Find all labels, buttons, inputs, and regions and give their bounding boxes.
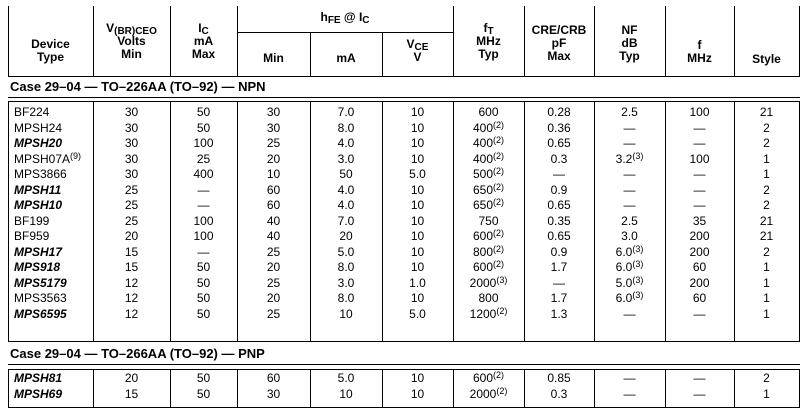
- ma-cell: 20: [339, 229, 353, 243]
- cre-cell: 0.85: [547, 371, 571, 385]
- device-type-cell: BF224: [14, 105, 50, 119]
- device-type-cell: MPS3866: [14, 167, 67, 181]
- grid-line: [8, 341, 800, 342]
- cre-cell: 0.3: [550, 387, 568, 401]
- header-f: f MHz: [687, 38, 712, 65]
- vbr-cell: 30: [124, 151, 139, 166]
- header-vce: $V_{CE}$ V: [406, 37, 429, 64]
- f-cell: 60: [692, 291, 707, 305]
- cre-cell: 1.7: [550, 260, 568, 274]
- ic-cell: —: [197, 182, 210, 197]
- ma-cell: 50: [339, 167, 353, 181]
- hfe_min-cell: 40: [266, 213, 281, 228]
- ft-cell: 750: [478, 213, 499, 228]
- cre-cell: 0.65: [547, 136, 571, 150]
- f-cell: 60: [692, 260, 707, 274]
- vce-cell: 10: [410, 105, 425, 119]
- f-cell: —: [693, 306, 706, 321]
- vbr-cell: 12: [124, 306, 139, 321]
- vce-cell: 5.0: [409, 306, 426, 321]
- nf-cell: 6.0$^{(3)}$: [615, 259, 644, 274]
- f-cell: 35: [692, 213, 707, 228]
- nf-cell: —: [623, 182, 636, 197]
- hfe_min-cell: 10: [266, 167, 281, 181]
- style-cell: 1: [763, 275, 770, 290]
- device-type-cell: MPSH81: [14, 371, 63, 385]
- ma-cell: 10: [339, 306, 353, 321]
- device-type-cell: MPSH24: [14, 120, 63, 135]
- cre-cell: 0.36: [547, 120, 571, 135]
- ma-cell: 3.0: [337, 275, 355, 290]
- ma-cell: 8.0: [337, 291, 355, 305]
- ic-cell: 100: [193, 213, 214, 228]
- vce-cell: 10: [410, 136, 425, 150]
- device-type-cell: MPS6595: [14, 306, 67, 321]
- vbr-cell: 20: [124, 229, 139, 243]
- device-type-cell: BF959: [14, 229, 50, 243]
- ft-cell: 600$^{(2)}$: [472, 259, 505, 274]
- device-type-cell: MPSH11: [14, 182, 62, 197]
- hfe_min-cell: 40: [266, 229, 281, 243]
- style-cell: 2: [763, 371, 770, 385]
- style-cell: 1: [763, 387, 770, 401]
- vbr-cell: 15: [124, 260, 139, 274]
- header-hfe-at-ic: $h_{FE}$ @ $I_C$: [320, 10, 370, 26]
- ic-cell: 50: [196, 387, 211, 401]
- hfe_min-cell: 20: [266, 260, 281, 274]
- style-cell: 1: [763, 167, 770, 181]
- cre-cell: 0.28: [547, 105, 571, 119]
- ma-cell: 7.0: [337, 213, 355, 228]
- device-type-cell: BF199: [14, 213, 50, 228]
- table-row: [0, 213, 800, 229]
- header-hfe-ma: mA: [336, 51, 356, 65]
- ft-cell: 400$^{(2)}$: [472, 135, 505, 150]
- hfe_min-cell: 25: [266, 244, 281, 259]
- ic-cell: 100: [193, 136, 214, 150]
- ma-cell: 8.0: [337, 260, 355, 274]
- hfe_min-cell: 25: [266, 306, 281, 321]
- table-row: [0, 306, 800, 322]
- ma-cell: 8.0: [337, 120, 355, 135]
- vbr-cell: 30: [124, 136, 139, 150]
- section-title-pnp: Case 29–04 — TO–266AA (TO–92) — PNP: [10, 346, 265, 361]
- grid-line: [8, 407, 800, 408]
- f-cell: —: [693, 198, 706, 212]
- header-cre-crb: CRE/CRB pF Max: [531, 23, 587, 63]
- nf-cell: 6.0$^{(3)}$: [615, 290, 644, 305]
- hfe_min-cell: 30: [266, 105, 281, 119]
- nf-cell: —: [623, 120, 636, 135]
- ic-cell: 50: [196, 291, 211, 305]
- cre-cell: —: [553, 167, 565, 181]
- table-row: [0, 151, 800, 167]
- ma-cell: 4.0: [337, 182, 355, 197]
- f-cell: 200: [689, 275, 710, 290]
- ic-cell: —: [197, 198, 210, 212]
- cre-cell: 0.35: [547, 213, 571, 228]
- nf-cell: 2.5: [621, 213, 638, 228]
- style-cell: 2: [763, 120, 770, 135]
- ma-cell: 4.0: [337, 198, 355, 212]
- ft-cell: 400$^{(2)}$: [472, 119, 505, 135]
- device-type-cell: MPSH20: [14, 136, 63, 150]
- vbr-cell: 30: [124, 105, 139, 119]
- ft-cell: 1200$^{(2)}$: [469, 305, 508, 321]
- vbr-cell: 15: [124, 387, 139, 401]
- f-cell: 200: [689, 229, 710, 243]
- table-row: [0, 228, 800, 244]
- header-style: Style: [752, 52, 781, 66]
- f-cell: —: [693, 387, 706, 401]
- ft-cell: 800: [478, 291, 499, 305]
- vce-cell: 10: [410, 260, 425, 274]
- style-cell: 1: [763, 260, 770, 274]
- table-row: [0, 197, 800, 213]
- nf-cell: —: [623, 136, 636, 150]
- ic-cell: 100: [193, 229, 214, 243]
- hfe_min-cell: 20: [266, 151, 281, 166]
- vce-cell: 10: [410, 182, 425, 197]
- vbr-cell: 20: [124, 371, 139, 385]
- ft-cell: 600: [478, 105, 499, 119]
- ft-cell: 650$^{(2)}$: [472, 181, 505, 197]
- vce-cell: 5.0: [409, 167, 426, 181]
- table-row: [0, 370, 800, 386]
- table-row: [0, 120, 800, 136]
- table-row: [0, 290, 800, 306]
- nf-cell: 3.0: [621, 229, 638, 243]
- ma-cell: 3.0: [337, 151, 355, 166]
- hfe_min-cell: 30: [266, 120, 281, 135]
- vce-cell: 10: [410, 291, 425, 305]
- vce-cell: 10: [410, 151, 425, 166]
- nf-cell: 3.2$^{(3)}$: [615, 150, 644, 166]
- vbr-cell: 12: [124, 291, 139, 305]
- device-type-cell: MPSH17: [14, 244, 63, 259]
- f-cell: —: [693, 136, 706, 150]
- style-cell: 21: [759, 213, 774, 228]
- vbr-cell: 25: [124, 213, 139, 228]
- cre-cell: 0.9: [550, 244, 568, 259]
- nf-cell: —: [623, 387, 636, 401]
- vbr-cell: 30: [124, 167, 139, 181]
- cre-cell: 0.65: [547, 198, 571, 212]
- header-device-type: Device Type: [31, 37, 70, 64]
- hfe_min-cell: 25: [266, 136, 281, 150]
- table-row: [0, 275, 800, 291]
- ft-cell: 400$^{(2)}$: [472, 150, 505, 166]
- device-type-cell: MPS5179: [14, 275, 67, 290]
- npn-table-body: [0, 101, 808, 341]
- section-title-npn: Case 29–04 — TO–226AA (TO–92) — NPN: [10, 79, 266, 94]
- hfe_min-cell: 30: [266, 387, 281, 401]
- style-cell: 1: [763, 306, 770, 321]
- ic-cell: 50: [196, 306, 211, 321]
- table-row: [0, 244, 800, 260]
- f-cell: 100: [689, 105, 710, 119]
- ic-cell: 50: [196, 120, 211, 135]
- style-cell: 2: [763, 198, 770, 212]
- f-cell: —: [693, 371, 706, 385]
- grid-line: [8, 76, 800, 77]
- vce-cell: 10: [410, 229, 425, 243]
- hfe_min-cell: 60: [266, 198, 281, 212]
- ic-cell: 50: [196, 105, 211, 119]
- vbr-cell: 30: [124, 120, 139, 135]
- vce-cell: 10: [410, 120, 425, 135]
- ft-cell: 650$^{(2)}$: [472, 197, 505, 212]
- ic-cell: —: [197, 244, 210, 259]
- style-cell: 2: [763, 244, 770, 259]
- vbr-cell: 25: [124, 182, 139, 197]
- ft-cell: 800$^{(2)}$: [472, 243, 505, 259]
- device-type-cell: $MPSH07A^{(9)}$: [14, 150, 82, 166]
- table-row: [0, 259, 800, 275]
- grid-line: [237, 32, 453, 33]
- table-row: [0, 166, 800, 182]
- style-cell: 1: [763, 291, 770, 305]
- ic-cell: 50: [196, 371, 211, 385]
- table-row: [0, 386, 800, 402]
- header-hfe-min: Min: [263, 51, 284, 65]
- style-cell: 21: [759, 105, 774, 119]
- f-cell: —: [693, 182, 706, 197]
- hfe_min-cell: 25: [266, 275, 281, 290]
- grid-line: [8, 364, 800, 365]
- nf-cell: 6.0$^{(3)}$: [615, 243, 644, 259]
- f-cell: 200: [689, 244, 710, 259]
- ic-cell: 50: [196, 260, 211, 274]
- cre-cell: 1.3: [550, 306, 568, 321]
- ft-cell: 2000$^{(2)}$: [469, 386, 508, 401]
- vbr-cell: 12: [124, 275, 139, 290]
- device-type-cell: MPS3563: [14, 291, 67, 305]
- style-cell: 21: [759, 229, 774, 243]
- ft-cell: 2000$^{(3)}$: [469, 274, 508, 290]
- vce-cell: 10: [410, 244, 425, 259]
- ic-cell: 400: [193, 167, 214, 181]
- device-type-cell: MPSH69: [14, 387, 63, 401]
- ft-cell: 600$^{(2)}$: [472, 370, 505, 385]
- vce-cell: 10: [410, 387, 425, 401]
- ma-cell: 4.0: [337, 136, 355, 150]
- table-row: [0, 182, 800, 198]
- nf-cell: —: [623, 306, 636, 321]
- header-nf: NF dB Typ: [619, 23, 640, 63]
- table-row: [0, 135, 800, 151]
- vbr-cell: 25: [124, 198, 139, 212]
- table-row: [0, 104, 800, 120]
- ma-cell: 5.0: [337, 244, 355, 259]
- ma-cell: 10: [339, 387, 353, 401]
- ft-cell: 600$^{(2)}$: [472, 228, 505, 243]
- style-cell: 2: [763, 136, 770, 150]
- grid-line: [799, 6, 800, 76]
- header-vbr-ceo: $V_{(BR)CEO}$ Volts Min: [106, 21, 157, 61]
- cre-cell: 1.7: [550, 291, 568, 305]
- cre-cell: 0.3: [550, 151, 568, 166]
- f-cell: 100: [689, 151, 710, 166]
- nf-cell: 2.5: [621, 105, 638, 119]
- device-type-cell: MPSH10: [14, 198, 63, 212]
- ic-cell: 25: [196, 151, 211, 166]
- nf-cell: —: [623, 198, 636, 212]
- cre-cell: —: [553, 275, 565, 290]
- ic-cell: 50: [196, 275, 211, 290]
- header-ic: $I_C$ mA Max: [191, 21, 216, 61]
- hfe_min-cell: 60: [266, 182, 281, 197]
- hfe_min-cell: 20: [266, 291, 281, 305]
- device-type-cell: MPS918: [14, 260, 61, 274]
- vce-cell: 10: [410, 213, 425, 228]
- style-cell: 2: [763, 182, 770, 197]
- ft-cell: 500$^{(2)}$: [472, 166, 505, 181]
- pnp-table-body: [0, 369, 808, 407]
- nf-cell: —: [623, 371, 636, 385]
- style-cell: 1: [763, 151, 770, 166]
- ma-cell: 7.0: [337, 105, 355, 119]
- f-cell: —: [693, 167, 706, 181]
- vbr-cell: 15: [124, 244, 139, 259]
- cre-cell: 0.65: [547, 229, 571, 243]
- cre-cell: 0.9: [550, 182, 568, 197]
- header-ft: $f_T$ MHz Typ: [476, 21, 501, 61]
- hfe_min-cell: 60: [266, 371, 281, 385]
- vce-cell: 10: [410, 371, 425, 385]
- ma-cell: 5.0: [337, 371, 355, 385]
- grid-line: [8, 97, 800, 98]
- nf-cell: 5.0$^{(3)}$: [615, 274, 644, 290]
- vce-cell: 1.0: [409, 275, 426, 290]
- nf-cell: —: [623, 167, 636, 181]
- vce-cell: 10: [410, 198, 425, 212]
- f-cell: —: [693, 120, 706, 135]
